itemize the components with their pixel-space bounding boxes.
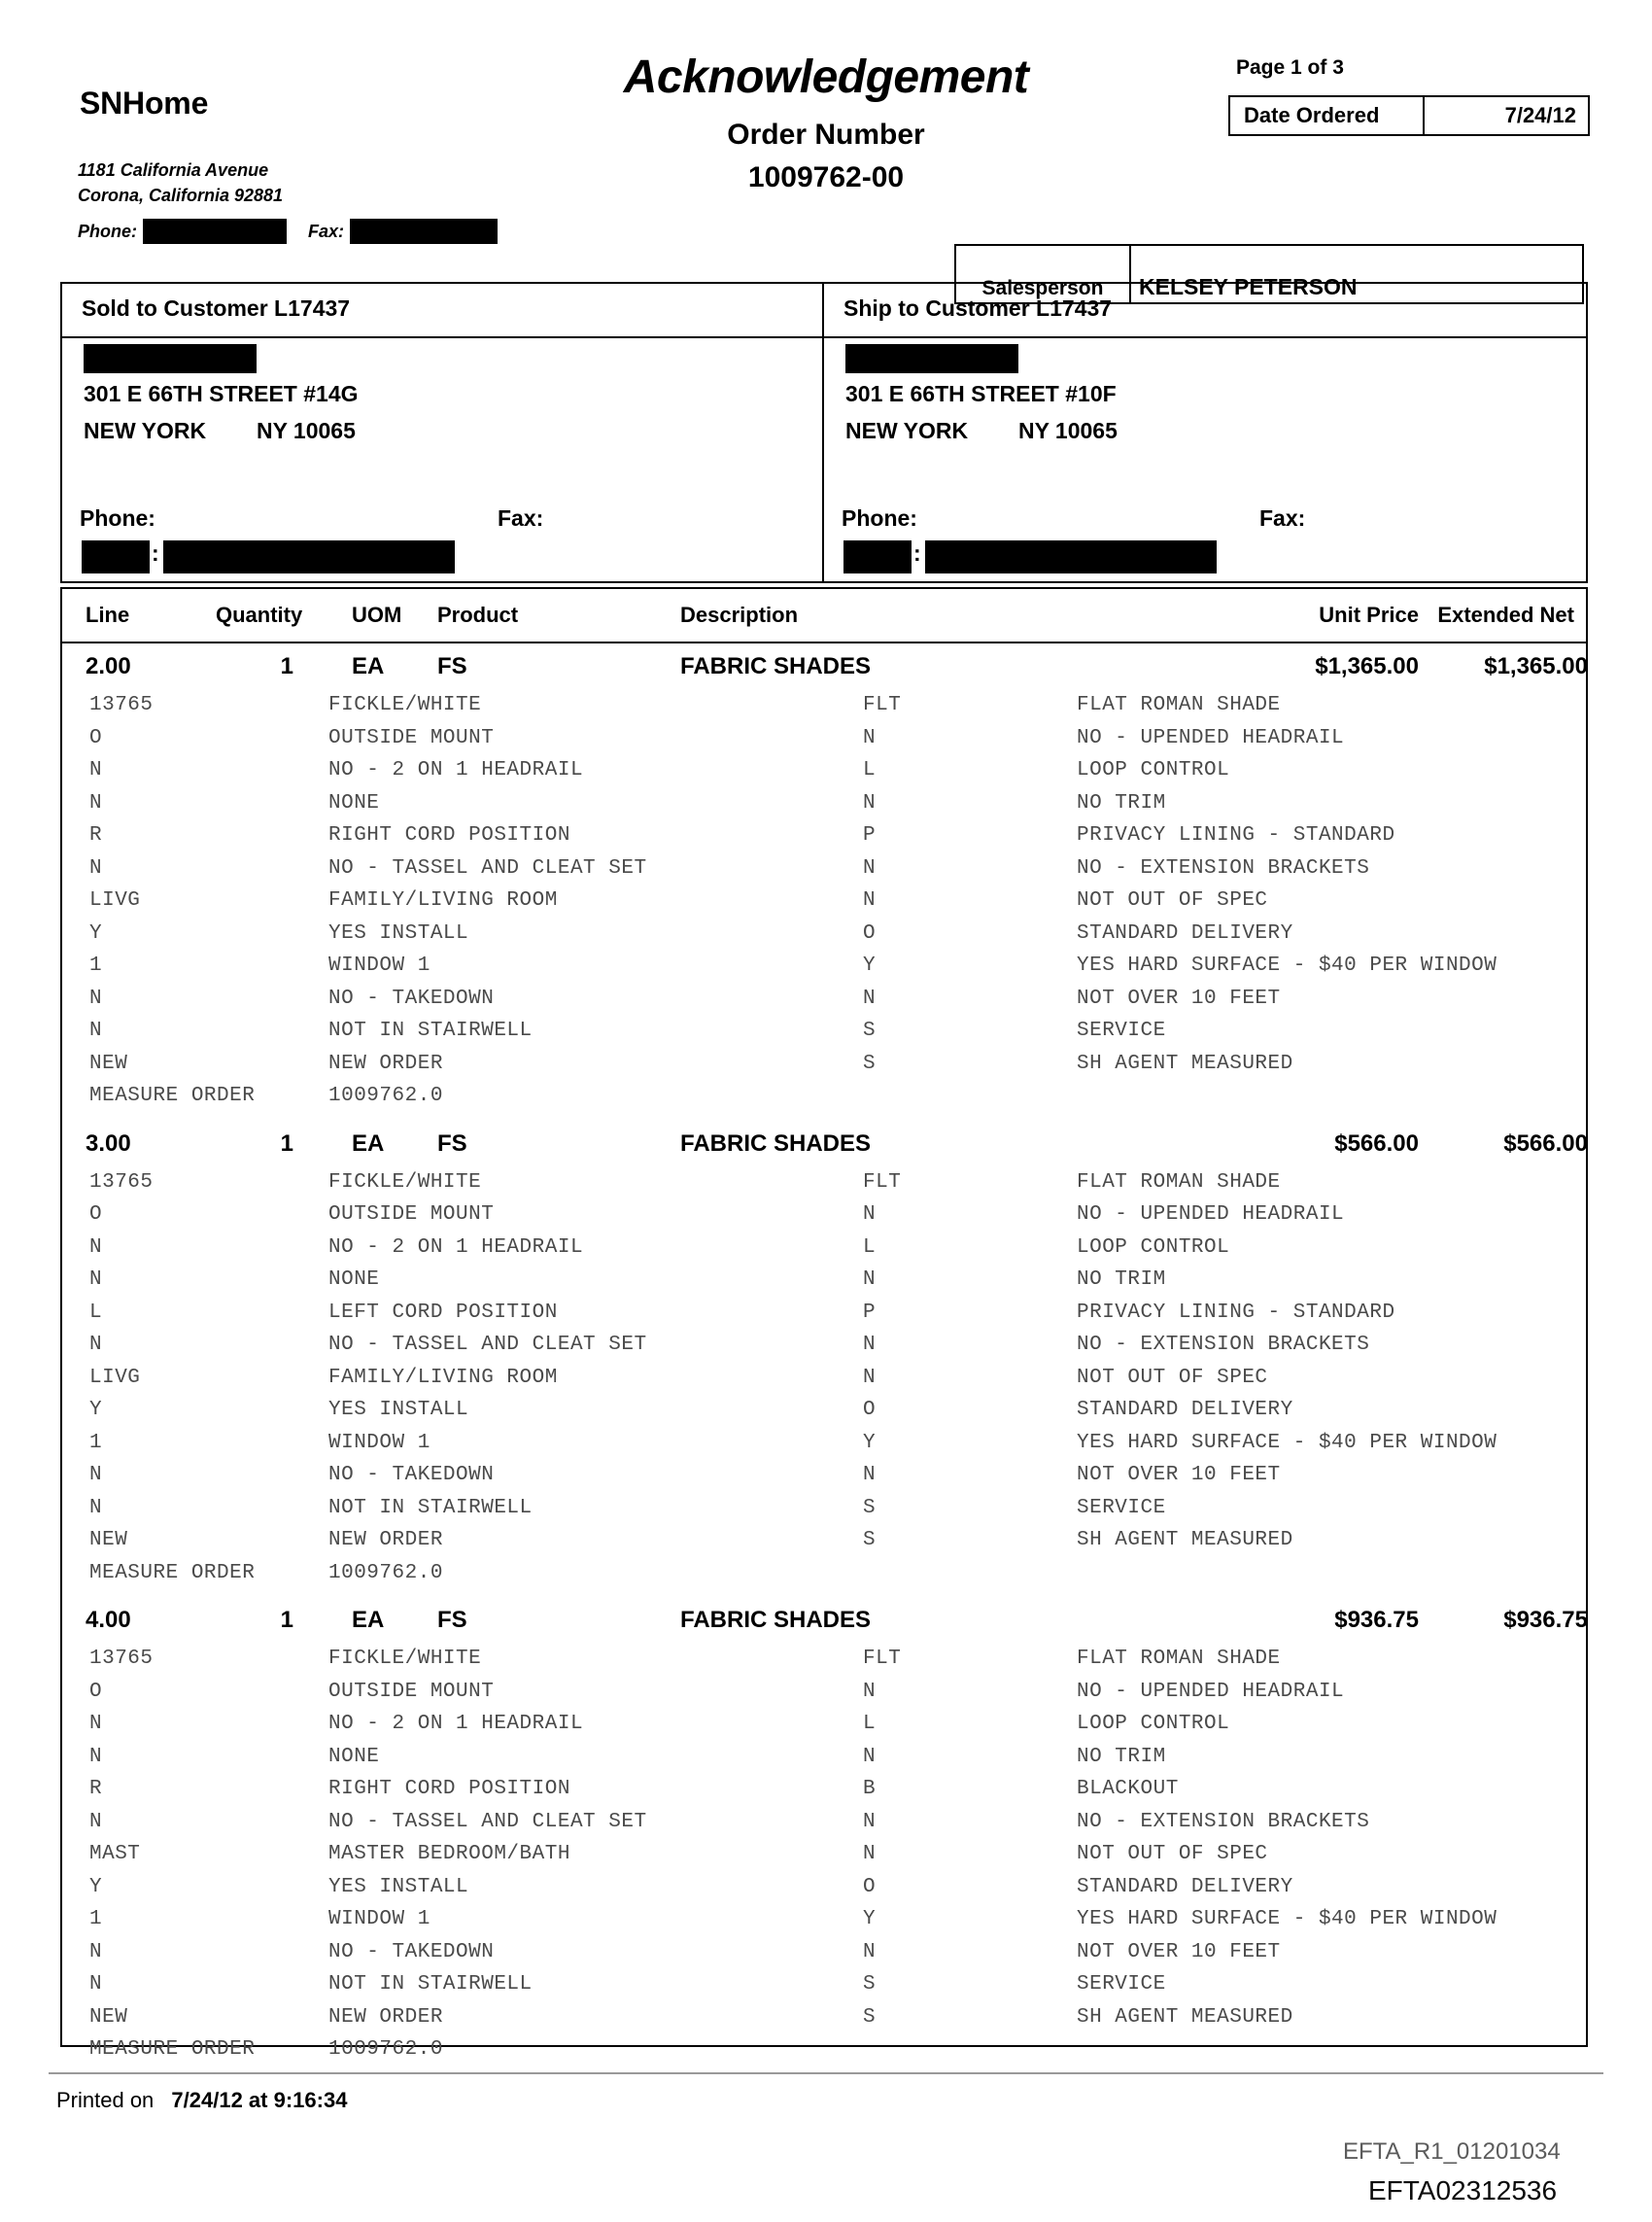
detail-secondary-code: Y — [863, 1908, 877, 1930]
detail-option-text: YES INSTALL — [328, 921, 469, 945]
line-items-top-rule — [60, 587, 1588, 589]
detail-secondary-code: P — [863, 1301, 877, 1324]
ship-to-state-zip: NY 10065 — [1018, 418, 1118, 443]
detail-option-text: NONE — [328, 1745, 380, 1768]
detail-option-text: NOT IN STAIRWELL — [328, 1973, 533, 1996]
measure-order-value: 1009762.0 — [328, 1085, 443, 1107]
detail-secondary-code: L — [863, 1235, 877, 1259]
ship-to-fax-label: Fax: — [1259, 505, 1306, 531]
detail-secondary-text: NOT OUT OF SPEC — [1077, 1366, 1268, 1389]
detail-option-code: 1 — [89, 1431, 103, 1454]
detail-secondary-code: S — [863, 1496, 877, 1519]
ship-to-street: 301 E 66TH STREET #10F — [845, 381, 1117, 406]
detail-option-text: FAMILY/LIVING ROOM — [328, 1366, 558, 1389]
detail-option-text: NO - 2 ON 1 HEADRAIL — [328, 1235, 584, 1259]
line-item-detail-row — [0, 1876, 1652, 1909]
detail-secondary-text: NOT OVER 10 FEET — [1077, 987, 1281, 1010]
detail-secondary-text: NO TRIM — [1077, 791, 1166, 815]
detail-secondary-text: NOT OVER 10 FEET — [1077, 1464, 1281, 1486]
detail-option-text: NO - TAKEDOWN — [328, 987, 495, 1010]
measure-order-label: MEASURE ORDER — [89, 1561, 256, 1584]
column-header-line: Line — [86, 603, 130, 627]
detail-option-code: R — [89, 1778, 103, 1800]
line-item-detail-row — [0, 857, 1652, 890]
line-item-detail-row — [0, 759, 1652, 792]
detail-option-code: N — [89, 1464, 103, 1486]
detail-secondary-text: FLAT ROMAN SHADE — [1077, 1170, 1281, 1194]
sold-to-city: NEW YORK — [84, 418, 207, 443]
detail-option-text: NEW ORDER — [328, 1529, 443, 1551]
detail-secondary-text: NO - UPENDED HEADRAIL — [1077, 726, 1345, 749]
line-item-block — [0, 653, 1652, 1118]
ship-to-divider — [824, 336, 1586, 338]
line-item-block — [0, 1130, 1652, 1595]
line-item-detail-row — [0, 1053, 1652, 1086]
detail-option-text: FAMILY/LIVING ROOM — [328, 889, 558, 912]
company-phone-redaction — [143, 219, 287, 244]
measure-order-value: 1009762.0 — [328, 1561, 443, 1584]
salesperson-label: Salesperson — [956, 246, 1131, 302]
column-header-extended-net: Extended Net — [1437, 603, 1574, 627]
ship-to-city: NEW YORK — [845, 418, 969, 443]
detail-secondary-code: N — [863, 1203, 877, 1226]
detail-option-code: Y — [89, 921, 103, 945]
detail-secondary-text: FLAT ROMAN SHADE — [1077, 694, 1281, 716]
detail-option-code: NEW — [89, 1052, 128, 1075]
line-item-detail-row — [0, 1367, 1652, 1400]
detail-secondary-code: N — [863, 1745, 877, 1768]
company-name: SNHome — [80, 86, 209, 121]
detail-option-code: N — [89, 1713, 103, 1735]
printed-on-value: 7/24/12 at 9:16:34 — [171, 2088, 348, 2112]
column-header-quantity: Quantity — [216, 603, 303, 627]
detail-option-text: NO - TASSEL AND CLEAT SET — [328, 856, 647, 880]
detail-option-text: OUTSIDE MOUNT — [328, 726, 495, 749]
line-item-detail-row — [0, 2006, 1652, 2039]
detail-secondary-text: NO - UPENDED HEADRAIL — [1077, 1203, 1345, 1226]
detail-secondary-code: L — [863, 759, 877, 781]
line-item-quantity: 1 — [280, 1129, 293, 1157]
ship-to-panel — [822, 282, 1588, 583]
line-item-unit-price: $566.00 — [1334, 1129, 1419, 1157]
detail-secondary-code: N — [863, 1940, 877, 1963]
sold-to-name-redaction — [84, 344, 257, 373]
detail-option-text: YES INSTALL — [328, 1875, 469, 1898]
sold-to-panel — [60, 282, 824, 583]
detail-option-code: LIVG — [89, 889, 141, 912]
detail-secondary-code: N — [863, 1464, 877, 1486]
line-item-detail-row — [0, 1778, 1652, 1811]
sold-to-phone-label: Phone: — [80, 505, 155, 531]
detail-secondary-code: FLT — [863, 694, 902, 716]
line-item-detail-row — [0, 1648, 1652, 1681]
company-address-line2: Corona, California 92881 — [78, 186, 284, 205]
detail-option-code: N — [89, 1020, 103, 1042]
line-item-detail-row — [0, 824, 1652, 857]
line-item-detail-row — [0, 1432, 1652, 1465]
detail-secondary-code: N — [863, 1843, 877, 1865]
line-item-extended-net: $566.00 — [1503, 1129, 1588, 1157]
detail-secondary-text: NOT OUT OF SPEC — [1077, 889, 1268, 912]
detail-secondary-code: O — [863, 1399, 877, 1421]
detail-option-text: NEW ORDER — [328, 2005, 443, 2029]
document-id-primary: EFTA_R1_01201034 — [1343, 2138, 1561, 2165]
detail-option-code: R — [89, 824, 103, 847]
detail-secondary-text: PRIVACY LINING - STANDARD — [1077, 1301, 1395, 1324]
sold-to-state-zip: NY 10065 — [257, 418, 356, 443]
line-item-extended-net: $1,365.00 — [1484, 653, 1588, 679]
measure-order-value: 1009762.0 — [328, 2038, 443, 2061]
detail-secondary-code: FLT — [863, 1648, 902, 1670]
detail-option-code: Y — [89, 1875, 103, 1898]
detail-secondary-code: N — [863, 987, 877, 1010]
detail-option-text: FICKLE/WHITE — [328, 1648, 482, 1670]
detail-secondary-code: O — [863, 921, 877, 945]
line-item-detail-row — [0, 1334, 1652, 1367]
detail-option-text: NOT IN STAIRWELL — [328, 1020, 533, 1042]
ship-to-phone-label: Phone: — [842, 505, 917, 531]
order-number-label: Order Number — [727, 119, 925, 151]
detail-option-code: N — [89, 856, 103, 880]
detail-secondary-text: NO - UPENDED HEADRAIL — [1077, 1680, 1345, 1703]
detail-secondary-text: SERVICE — [1077, 1973, 1166, 1996]
detail-option-text: NO - TASSEL AND CLEAT SET — [328, 1334, 647, 1356]
line-item-detail-row — [0, 1020, 1652, 1053]
line-item-uom: EA — [352, 653, 385, 679]
column-header-unit-price: Unit Price — [1319, 603, 1419, 627]
measure-order-row — [0, 2038, 1652, 2071]
detail-secondary-code: N — [863, 1810, 877, 1833]
detail-option-code: N — [89, 791, 103, 815]
detail-option-code: 13765 — [89, 1648, 154, 1670]
detail-option-code: 13765 — [89, 694, 154, 716]
detail-option-text: MASTER BEDROOM/BATH — [328, 1843, 570, 1865]
detail-option-text: NONE — [328, 791, 380, 815]
line-item-extended-net: $936.75 — [1503, 1607, 1588, 1633]
detail-option-code: N — [89, 987, 103, 1010]
detail-secondary-text: LOOP CONTROL — [1077, 759, 1230, 781]
line-item-product: FS — [437, 653, 467, 679]
detail-secondary-code: N — [863, 1334, 877, 1356]
detail-option-code: O — [89, 1203, 103, 1226]
detail-option-code: N — [89, 1940, 103, 1963]
detail-option-text: NOT IN STAIRWELL — [328, 1496, 533, 1519]
detail-secondary-text: NO TRIM — [1077, 1745, 1166, 1768]
sold-to-phone-colon: : — [152, 540, 159, 566]
detail-option-code: N — [89, 1973, 103, 1996]
line-item-description: FABRIC SHADES — [680, 653, 872, 679]
detail-secondary-text: YES HARD SURFACE - $40 PER WINDOW — [1077, 1431, 1497, 1454]
company-fax-label: Fax: — [308, 221, 345, 241]
line-item-detail-row — [0, 1908, 1652, 1941]
line-item-detail-row — [0, 727, 1652, 760]
line-item-description: FABRIC SHADES — [680, 1607, 872, 1633]
detail-secondary-code: N — [863, 726, 877, 749]
sold-to-street: 301 E 66TH STREET #14G — [84, 381, 359, 406]
line-item-unit-price: $1,365.00 — [1315, 653, 1419, 679]
line-item-detail-row — [0, 922, 1652, 955]
detail-secondary-code: S — [863, 1973, 877, 1996]
company-fax-redaction — [350, 219, 498, 244]
detail-secondary-text: NOT OVER 10 FEET — [1077, 1940, 1281, 1963]
line-item-detail-row — [0, 1681, 1652, 1714]
ship-to-name-redaction — [845, 344, 1018, 373]
detail-secondary-text: SERVICE — [1077, 1020, 1166, 1042]
detail-secondary-text: SH AGENT MEASURED — [1077, 1529, 1293, 1551]
line-item-summary-row — [0, 1130, 1652, 1171]
detail-secondary-text: STANDARD DELIVERY — [1077, 921, 1293, 945]
detail-option-code: N — [89, 1268, 103, 1291]
detail-secondary-code: S — [863, 1052, 877, 1075]
detail-secondary-text: BLACKOUT — [1077, 1778, 1179, 1800]
detail-secondary-text: STANDARD DELIVERY — [1077, 1875, 1293, 1898]
detail-option-code: N — [89, 759, 103, 781]
detail-secondary-text: STANDARD DELIVERY — [1077, 1399, 1293, 1421]
line-item-uom: EA — [352, 1607, 385, 1633]
line-item-quantity: 1 — [280, 653, 293, 679]
ship-to-fax-redaction — [925, 540, 1217, 573]
detail-secondary-code: B — [863, 1778, 877, 1800]
ship-to-phone-redaction — [843, 540, 912, 573]
line-item-detail-row — [0, 1497, 1652, 1530]
detail-secondary-text: SERVICE — [1077, 1496, 1166, 1519]
line-item-product: FS — [437, 1607, 467, 1633]
line-item-description: FABRIC SHADES — [680, 1129, 872, 1157]
line-item-detail-row — [0, 1941, 1652, 1974]
detail-option-text: NO - 2 ON 1 HEADRAIL — [328, 1713, 584, 1735]
date-ordered-box — [1228, 95, 1590, 136]
detail-option-code: Y — [89, 1399, 103, 1421]
line-item-block — [0, 1607, 1652, 2071]
line-item-summary-row — [0, 653, 1652, 694]
detail-option-text: WINDOW 1 — [328, 1431, 430, 1454]
line-item-detail-row — [0, 1746, 1652, 1779]
date-ordered-label: Date Ordered — [1230, 97, 1425, 134]
detail-option-code: 1 — [89, 1908, 103, 1930]
company-phone-label: Phone: — [78, 221, 137, 241]
measure-order-label: MEASURE ORDER — [89, 2038, 256, 2061]
line-item-detail-row — [0, 1843, 1652, 1876]
detail-secondary-code: N — [863, 791, 877, 815]
detail-secondary-text: YES HARD SURFACE - $40 PER WINDOW — [1077, 955, 1497, 977]
detail-secondary-text: FLAT ROMAN SHADE — [1077, 1648, 1281, 1670]
company-address-line1: 1181 California Avenue — [78, 160, 269, 180]
detail-secondary-code: L — [863, 1713, 877, 1735]
ship-to-phone-colon: : — [913, 540, 921, 566]
line-item-number: 2.00 — [86, 653, 131, 679]
line-item-detail-row — [0, 889, 1652, 922]
line-item-detail-row — [0, 1302, 1652, 1335]
line-item-detail-row — [0, 1529, 1652, 1562]
detail-secondary-text: NO - EXTENSION BRACKETS — [1077, 1334, 1370, 1356]
detail-option-text: OUTSIDE MOUNT — [328, 1203, 495, 1226]
line-item-detail-row — [0, 1203, 1652, 1236]
detail-option-code: MAST — [89, 1843, 141, 1865]
detail-option-text: RIGHT CORD POSITION — [328, 824, 570, 847]
line-items-header-rule — [60, 642, 1588, 643]
detail-option-code: NEW — [89, 2005, 128, 2029]
detail-option-code: 1 — [89, 955, 103, 977]
detail-option-code: N — [89, 1810, 103, 1833]
detail-secondary-code: S — [863, 1529, 877, 1551]
measure-order-row — [0, 1085, 1652, 1118]
detail-option-text: NO - TAKEDOWN — [328, 1464, 495, 1486]
detail-secondary-text: YES HARD SURFACE - $40 PER WINDOW — [1077, 1908, 1497, 1930]
detail-secondary-text: SH AGENT MEASURED — [1077, 1052, 1293, 1075]
printed-on-label: Printed on — [56, 2088, 155, 2112]
line-item-summary-row — [0, 1607, 1652, 1648]
detail-option-text: FICKLE/WHITE — [328, 1170, 482, 1194]
detail-secondary-text: SH AGENT MEASURED — [1077, 2005, 1293, 2029]
detail-option-text: WINDOW 1 — [328, 1908, 430, 1930]
detail-secondary-text: NOT OUT OF SPEC — [1077, 1843, 1268, 1865]
sold-to-title: Sold to Customer L17437 — [82, 295, 351, 321]
line-item-detail-row — [0, 792, 1652, 825]
detail-option-code: N — [89, 1235, 103, 1259]
line-item-number: 3.00 — [86, 1129, 131, 1157]
detail-option-code: 13765 — [89, 1170, 154, 1194]
detail-option-code: N — [89, 1334, 103, 1356]
line-item-detail-row — [0, 1973, 1652, 2006]
detail-secondary-code: FLT — [863, 1170, 902, 1194]
document-id-secondary: EFTA02312536 — [1368, 2175, 1558, 2205]
detail-secondary-code: N — [863, 856, 877, 880]
detail-option-text: YES INSTALL — [328, 1399, 469, 1421]
line-item-detail-row — [0, 988, 1652, 1021]
company-contact-row — [78, 219, 498, 244]
detail-option-text: OUTSIDE MOUNT — [328, 1680, 495, 1703]
line-item-uom: EA — [352, 1129, 385, 1157]
detail-secondary-text: NO - EXTENSION BRACKETS — [1077, 856, 1370, 880]
detail-secondary-code: N — [863, 889, 877, 912]
measure-order-label: MEASURE ORDER — [89, 1085, 256, 1107]
line-item-detail-row — [0, 1811, 1652, 1844]
detail-option-text: NO - TASSEL AND CLEAT SET — [328, 1810, 647, 1833]
detail-secondary-text: PRIVACY LINING - STANDARD — [1077, 824, 1395, 847]
detail-secondary-text: LOOP CONTROL — [1077, 1235, 1230, 1259]
detail-option-code: N — [89, 1745, 103, 1768]
detail-option-code: L — [89, 1301, 103, 1324]
printed-on — [56, 2088, 347, 2113]
detail-secondary-code: O — [863, 1875, 877, 1898]
line-item-detail-row — [0, 1713, 1652, 1746]
detail-option-text: LEFT CORD POSITION — [328, 1301, 558, 1324]
detail-secondary-code: Y — [863, 955, 877, 977]
detail-secondary-code: S — [863, 1020, 877, 1042]
detail-secondary-text: NO - EXTENSION BRACKETS — [1077, 1810, 1370, 1833]
line-item-quantity: 1 — [280, 1607, 293, 1633]
measure-order-row — [0, 1562, 1652, 1595]
line-item-detail-row — [0, 694, 1652, 727]
detail-option-code: N — [89, 1496, 103, 1519]
line-item-number: 4.00 — [86, 1607, 131, 1633]
detail-option-text: NONE — [328, 1268, 380, 1291]
salesperson-value: KELSEY PETERSON — [1139, 274, 1358, 299]
detail-option-text: FICKLE/WHITE — [328, 694, 482, 716]
line-item-detail-row — [0, 1236, 1652, 1269]
detail-option-text: NO - 2 ON 1 HEADRAIL — [328, 759, 584, 781]
date-ordered-value: 7/24/12 — [1504, 103, 1576, 127]
footer-divider — [49, 2072, 1603, 2074]
detail-option-text: RIGHT CORD POSITION — [328, 1778, 570, 1800]
detail-secondary-code: Y — [863, 1431, 877, 1454]
detail-secondary-code: P — [863, 824, 877, 847]
detail-option-text: NO - TAKEDOWN — [328, 1940, 495, 1963]
line-item-detail-row — [0, 1464, 1652, 1497]
detail-option-text: NEW ORDER — [328, 1052, 443, 1075]
detail-secondary-text: NO TRIM — [1077, 1268, 1166, 1291]
order-number-value: 1009762-00 — [747, 161, 905, 193]
line-item-detail-row — [0, 955, 1652, 988]
ship-to-title: Ship to Customer L17437 — [843, 295, 1113, 321]
sold-to-fax-redaction — [163, 540, 455, 573]
sold-to-fax-label: Fax: — [498, 505, 544, 531]
detail-secondary-code: N — [863, 1680, 877, 1703]
detail-secondary-text: LOOP CONTROL — [1077, 1713, 1230, 1735]
line-item-detail-row — [0, 1171, 1652, 1204]
detail-option-code: O — [89, 726, 103, 749]
detail-option-text: WINDOW 1 — [328, 955, 430, 977]
detail-secondary-code: N — [863, 1366, 877, 1389]
page-indicator: Page 1 of 3 — [1236, 56, 1344, 79]
column-header-uom: UOM — [352, 603, 402, 627]
page-title: Acknowledgement — [623, 52, 1029, 103]
sold-to-divider — [62, 336, 822, 338]
sold-to-phone-redaction — [82, 540, 150, 573]
line-item-unit-price: $936.75 — [1334, 1607, 1419, 1633]
line-item-detail-row — [0, 1399, 1652, 1432]
detail-secondary-code: N — [863, 1268, 877, 1291]
detail-option-code: NEW — [89, 1529, 128, 1551]
line-item-detail-row — [0, 1268, 1652, 1302]
detail-option-code: O — [89, 1680, 103, 1703]
column-header-product: Product — [437, 603, 519, 627]
detail-secondary-code: S — [863, 2005, 877, 2029]
line-item-product: FS — [437, 1129, 467, 1157]
column-header-description: Description — [680, 603, 799, 627]
detail-option-code: LIVG — [89, 1366, 141, 1389]
